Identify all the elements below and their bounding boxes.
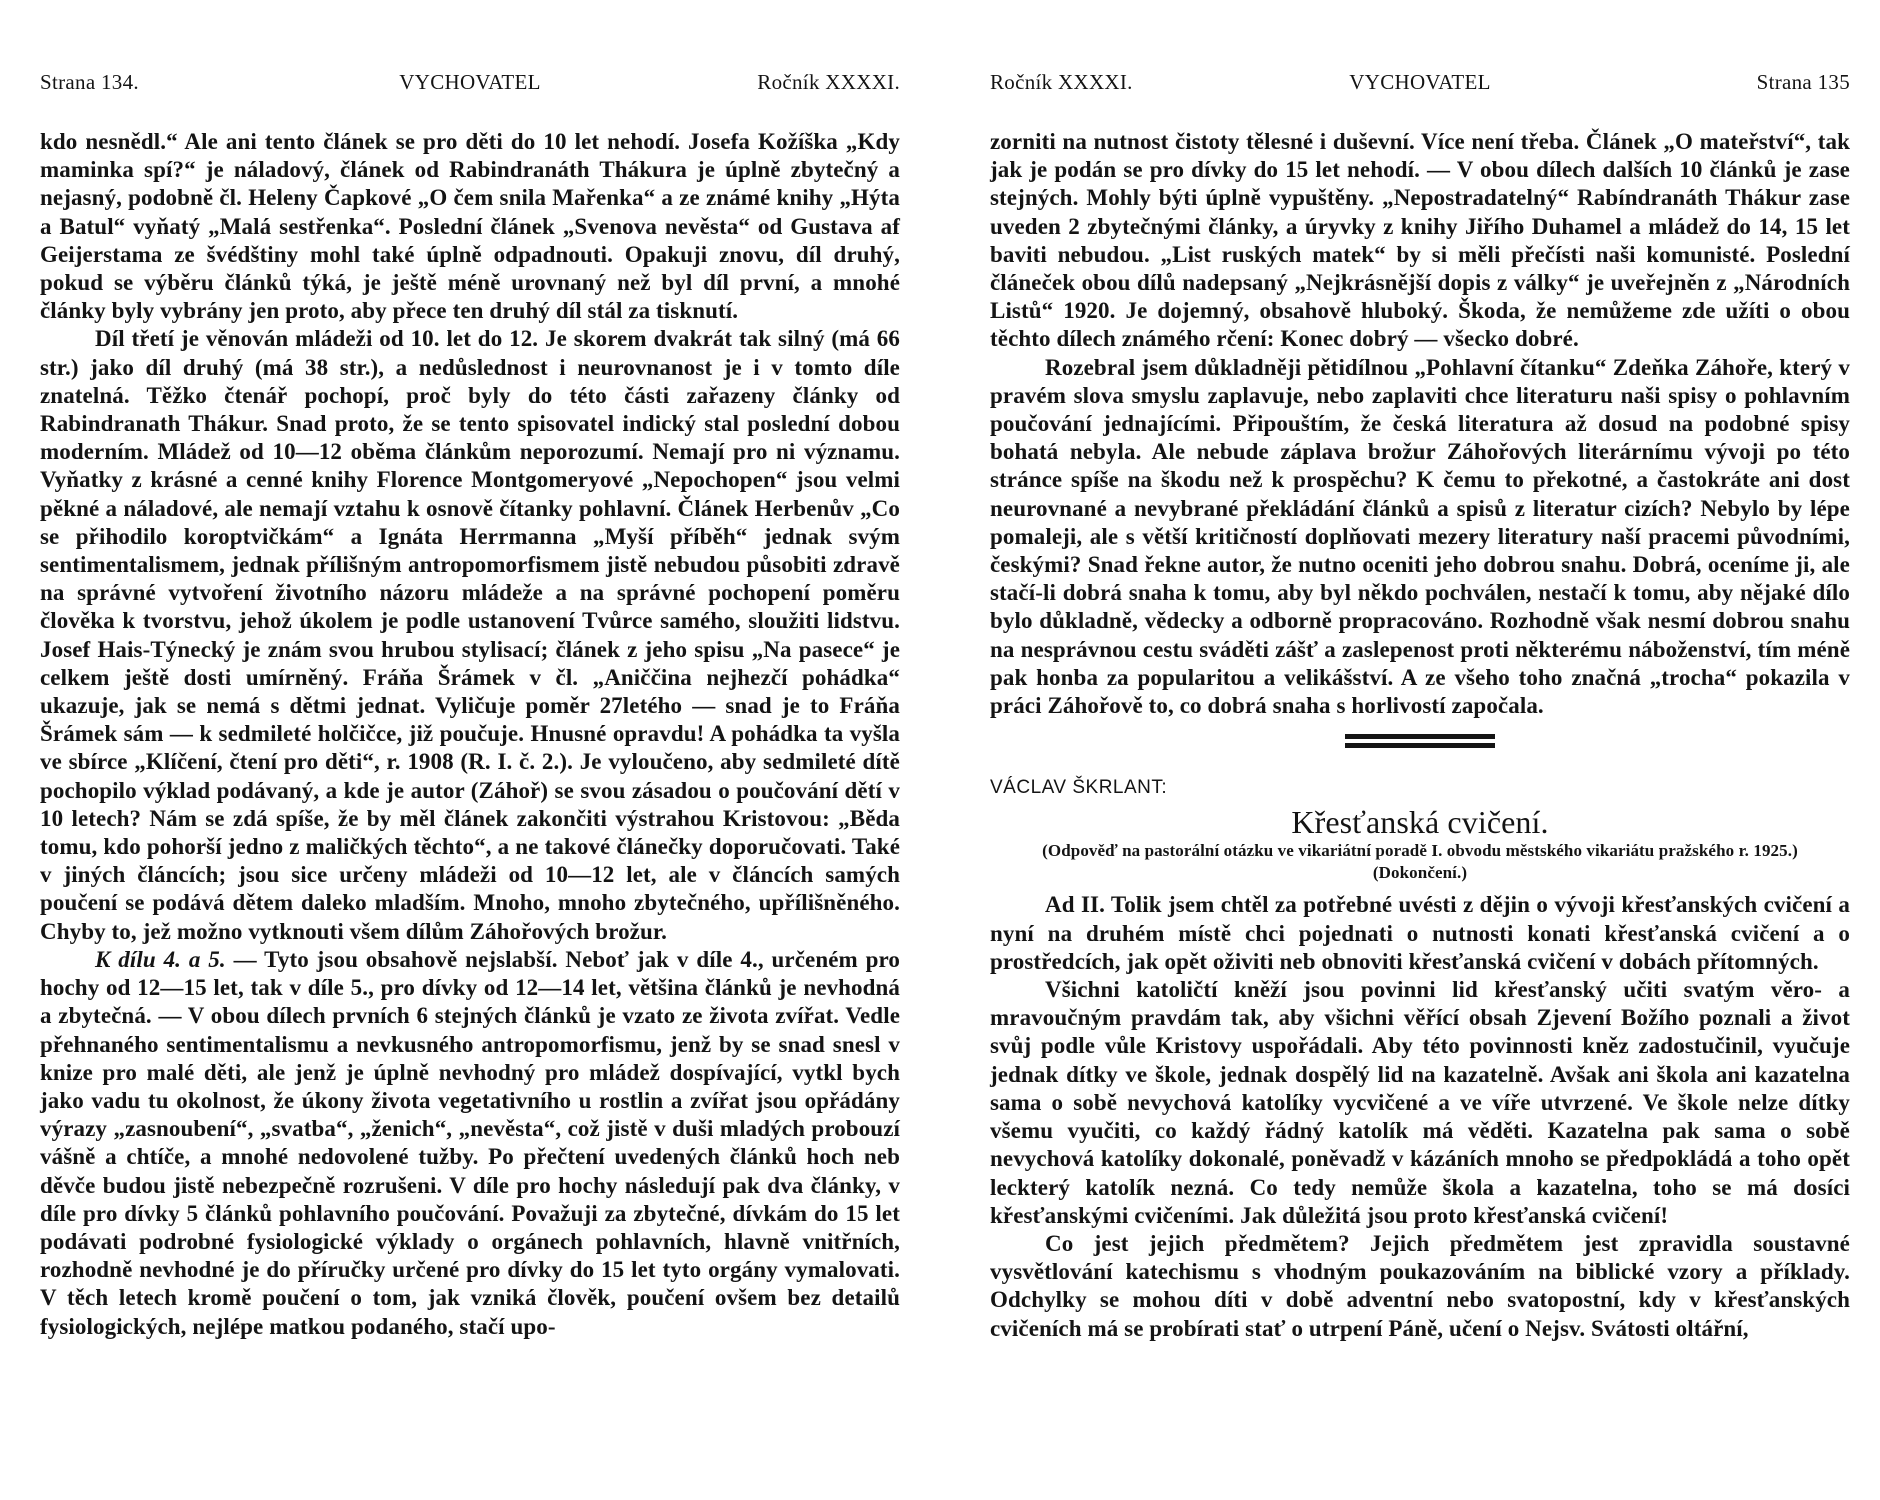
page-number: Strana 135 xyxy=(1756,70,1850,94)
paragraph: Ad II. Tolik jsem chtěl za potřebné uvésti z dějin o vývoji křesťanských cvičení a nyní na druhém místě chci pojednati o nutnosti konati křesťanská cvičení a o prostředcích, jak opět oživiti neb obnoviti křesťanská cvičení v dobách přítomných. xyxy=(990,892,1850,974)
left-body-text xyxy=(40,128,900,1341)
article-subtitle: (Odpověď na pastorální otázku ve vikariátní poradě I. obvodu městského vikariátu pražského r. 1925.) xyxy=(1042,841,1798,861)
right-body-text xyxy=(990,128,1850,1343)
paragraph: Rozebral jsem důkladněji pětidílnou „Pohlavní čítanku“ Zdeňka Záhoře, který v pravém slova smyslu zaplavuje, nebo zaplaviti chce literaturu naši spisy o pohlavním poučování jednajícími. Připouštím, že česká literatura až dosud na podobné spisy bohatá nebyla. Ale nebude záplava brožur Záhořových literárnímu vývoji po této stránce spíše na škodu než k prospěchu? K čemu to překotné, a častokráte ani dost neurovnané a nevybrané překládání článků a spisů z literatur cizích? Nebylo by lépe pomaleji, ale s větší kritičností doplňovati mezery literatury naší pracemi původními, českými? Snad řekne autor, že nutno oceniti jeho dobrou snahu. Dobrá, oceníme ji, ale stačí-li dobrá snaha k tomu, aby byl někdo pochválen, nestačí k tomu, aby nějaké dílo bylo důkladně, vědecky a odborně propracováno. Rozhodně však nesmí dobrou snahu na nesprávnou cestu sváděti zášť a zaslepenost proti některému náboženství, tím méně pak honba za popularitou a velikášství. A ze všeho toho značná „trocha“ pokazila v práci Záhořově to, co dobrá snaha s horlivostí započala. xyxy=(990,354,1850,719)
continued-note: (Dokončení.) xyxy=(1372,863,1468,883)
paragraph-text: — Tyto jsou obsahově nejslabší. Neboť jak v díle 4., určeném pro hochy od 12—15 let, tak v díle 5., pro dívky od 12—14 let, většina článků je nevhodná a zbytečná. — V obou dílech prvních 6 stejných článků je vzato ze života zvířat. Vedle přehnaného sentimentalismu a nevkusného antropomorfismu, jenž by se snad snesl v knize pro malé děti, ale jenž je úplně nevhodný pro mládež dospívající, vytkl bych jako vadu tu okolnost, že úkony života vegetativního u rostlin a zvířat jsou opřádány výrazy „zasnoubení“, „svatba“, „ženich“, „nevěsta“, což jistě v duši mladých probouzí vášně a chtíče, a mnohé nedovolené tužby. Po přečtení uvedených článků hoch neb děvče budou jistě nebezpečně rozrušeni. V díle pro hochy následují pak dva články, v díle pro dívky 5 článků pohlavního poučování. Považuji za zbytečné, dívkám do 15 let podávati podrobné fysiologické výklady o orgánech pohlavních, hlavně vnitřních, rozhodně nevhodné je do příručky určené pro dívky do 15 let tyto orgány vymalovati. V těch letech kromě poučení o tom, jak vzniká člověk, poučení ovšem bez detailů fysiologických, nejlépe matkou podaného, stačí upo- xyxy=(40,946,901,1339)
left-page xyxy=(40,0,900,1500)
paragraph: zorniti na nutnost čistoty tělesné i duševní. Více není třeba. Článek „O mateřství“, tak jak je podán se pro dívky do 15 let nehodí. — V obou dílech dalších 10 článků je zase stejných. Mohly býti úplně vypuštěny. „Nepostradatelný“ Rabíndranáth Thákur zase uveden 2 zbytečnými články, a úryvky z knihy Jiřího Duhamel a mládež do 14, 15 let baviti nebudou. „List ruských matek“ by si měli přečísti naši komunisté. Poslední článeček obou dílů nadepsaný „Nejkrásnější dopis z války“ je uveřejněn z „Národních Listů“ 1920. Je dojemný, obsahově hluboký. Škoda, že nemůžeme zde užíti o obou těchto dílech známého rčení: Konec dobrý — všecko dobré. xyxy=(990,129,1850,352)
section-divider xyxy=(1345,734,1495,748)
section-lead: K dílu 4. a 5. xyxy=(95,946,226,972)
paragraph: Díl třetí je věnován mládeži od 10. let do 12. Je skorem dvakrát tak silný (má 66 str.) jako díl druhý (má 38 str.), a nedůslednost i neurovnanost je i v tomto díle znatelná. Těžko čtenář pochopí, proč byly do této části zařazeny články od Rabindranath Thákur. Snad proto, že se tento spisovatel indický stal poslední dobou moderním. Mládež od 10—12 oběma článkům neporozumí. Nemají pro ni významu. Vyňatky z krásné a cenné knihy Florence Montgomeryové „Nepochopen“ jsou velmi pěkné a náladové, ale nemají vztahu k osnově čítanky pohlavní. Článek Herbenův „Co se přihodilo koroptvičkám“ a Ignáta Herrmanna „Myší příběh“ jednak svým sentimentalismem, jednak přílišným antropomorfismem jistě nebudou působiti zdravě na správné vytvoření životního názoru mládeže a na správné pochopení poměru člověka k tvorstvu, jehož úkolem je podle ustanovení Tvůrce samého, sloužiti lidstvu. Josef Hais-Týnecký je znám svou hrubou stylisací; článek z jeho spisu „Na pasece“ je celkem ještě dosti umírněný. Fráňa Šrámek v čl. „Aniččina nejhezčí pohádka“ ukazuje, jak se nemá s dětmi jednat. Vyličuje poměr 27letého — snad je to Fráňa Šrámek sám — k sedmileté holčičce, již poučuje. Hnusné opravdu! A pohádka ta vyšla ve sbírce „Klíčení, čtení pro děti“, r. 1908 (R. I. č. 2.). Je vyloučeno, aby sedmileté dítě pochopilo výklad podávaný, a kde je autor (Záhoř) se svou zásadou o poučování dětí v 10 letech? Nám se zdá spíše, že by měl článek zakončiti výstrahou Kristovou: „Běda tomu, kdo pohorší jedno z maličkých těchto“, a ne takové článečky doporučovati. Také v jiných článcích; jsou sice určeny mládeži od 10—12 let, ale v článcích samých poučení se podává dětem daleko mladším. Mnoho, mnoho zbytečného, upřílišněného. Chyby to, jež možno vytknouti všem dílům Záhořových brožur. xyxy=(40,326,900,944)
paragraph: Co jest jejich předmětem? Jejich předmětem jest zpravidla soustavné vysvětlování katechismu s vhodným poukazováním na biblické vzory a příklady. Odchylky se mohou díti v době adventní nebo svatopostní, kdy v křesťanských cvičeních má se probírati stať o utrpení Páně, učení o Nejsv. Svátosti oltářní, xyxy=(990,1230,1850,1341)
right-page xyxy=(990,0,1850,1500)
article-author: VÁCLAV ŠKRLANT: xyxy=(990,777,1168,799)
journal-title: VYCHOVATEL xyxy=(399,70,541,94)
running-head-right xyxy=(990,70,1850,100)
journal-title: VYCHOVATEL xyxy=(1349,70,1491,94)
paragraph: kdo nesnědl.“ Ale ani tento článek se pro děti do 10 let nehodí. Josefa Kožíška „Kdy maminka spí?“ je náladový, článek od Rabindranáth Thákura je úplně zbytečný a nejasný, podobně čl. Heleny Čapkové „O čem snila Mařenka“ a ze známé knihy „Hýta a Batul“ vyňatý „Malá sestřenka“. Poslední článek „Svenova nevěsta“ od Gustava af Geijerstama ze švédštiny mohl také úplně odpadnouti. Opakuji znovu, díl druhý, pokud se výběru článků týká, je ještě méně urovnaný než byl díl první, a mnohé články byly vybrány jen proto, aby přece ten druhý díl stál za tisknutí. xyxy=(40,129,900,324)
running-head-left xyxy=(40,70,900,100)
paragraph: Všichni katoličtí kněží jsou povinni lid křesťanský učiti svatým věro- a mravoučným pravdám tak, aby všichni věřící obsah Zjevení Božího poznali a život svůj podle vůle Kristovy uspořádali. Aby této povinnosti kněz zadostučinil, vyučuje jednak dítky ve škole, jednak dospělý lid na kazatelně. Avšak ani škola ani kazatelna sama o sobě nevychová katolíky vycvičené a ve víře utvrzené. Ve škole nelze dítky všemu vyučiti, co každý řádný katolík má věděti. Kazatelna pak sama o sobě nevychová katolíky dokonalé, poněvadž v kázáních mnoho se předpokládá a toho opět leckterý katolík nezná. Co tedy nemůže škola a kazatelna, toho se má dosíci křesťanskými cvičeními. Jak důležitá jsou proto křesťanská cvičení! xyxy=(990,977,1850,1228)
volume-label: Ročník XXXXI. xyxy=(757,70,900,94)
volume-label: Ročník XXXXI. xyxy=(990,70,1133,94)
article-title: Křesťanská cvičení. xyxy=(1291,804,1549,841)
page-number: Strana 134. xyxy=(40,70,139,94)
paragraph xyxy=(40,946,900,1341)
